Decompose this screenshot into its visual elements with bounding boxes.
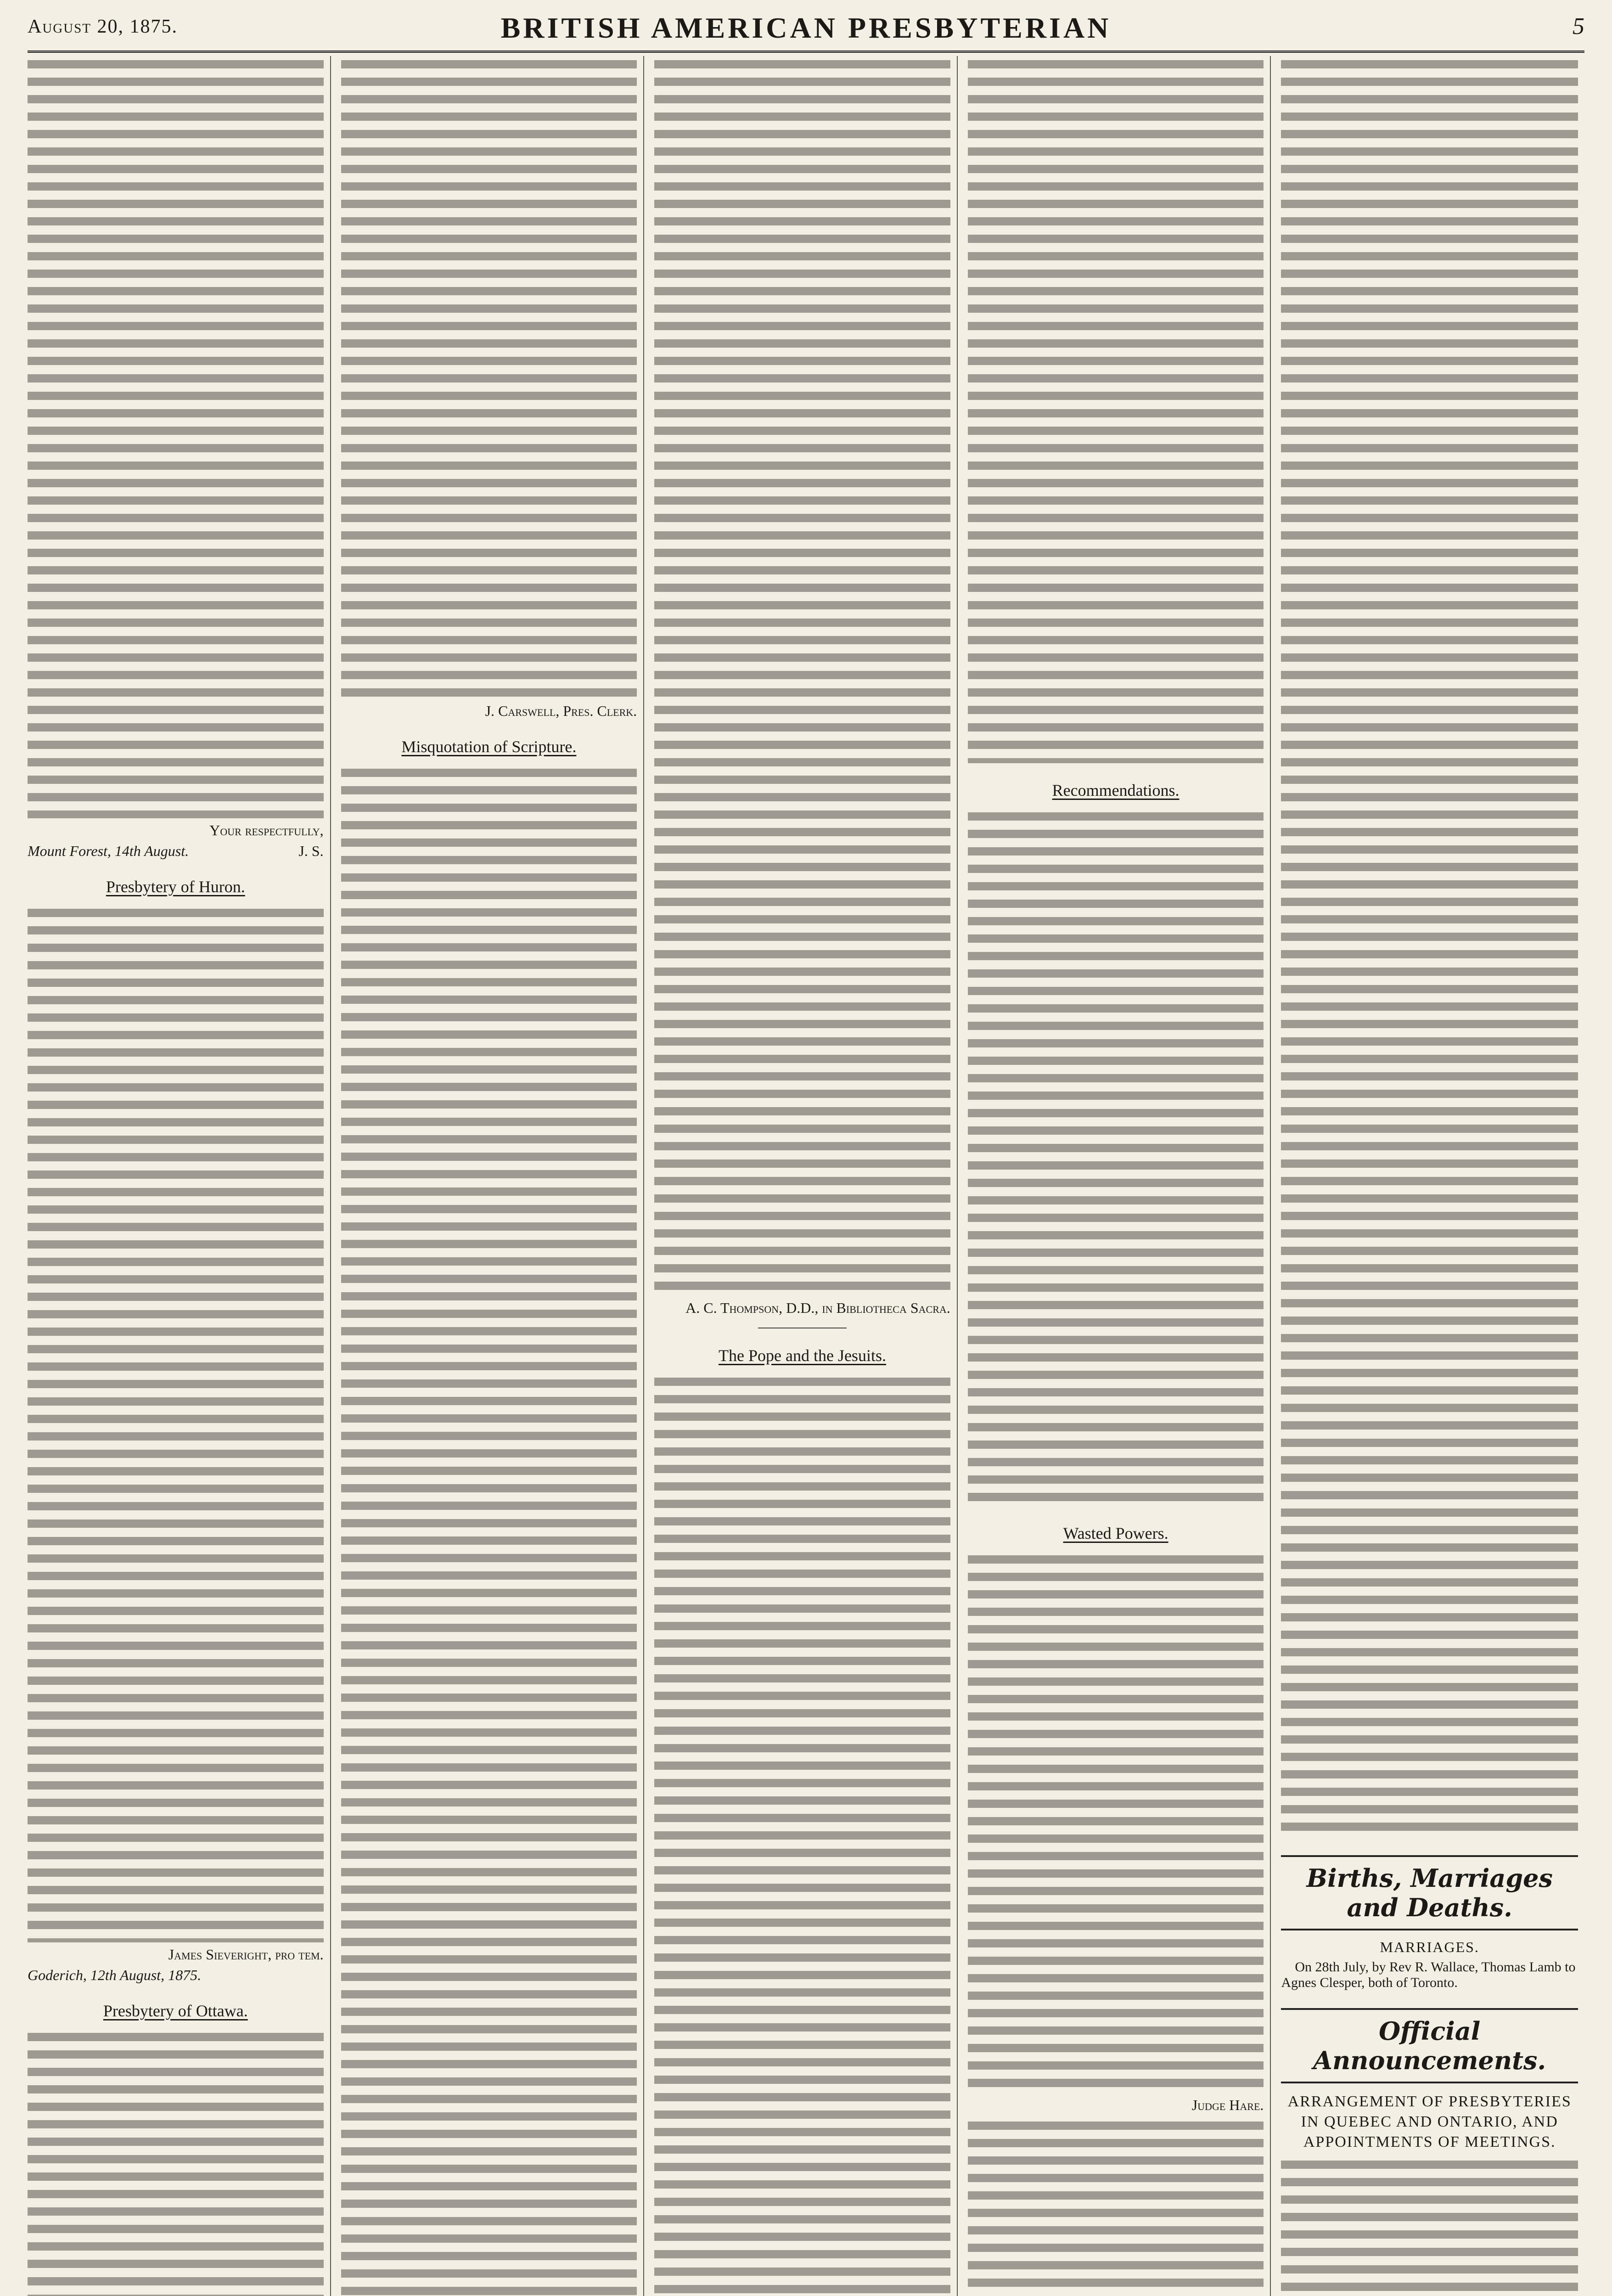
ottawa-article-text — [28, 2029, 324, 2296]
article-continued-text — [28, 56, 324, 818]
initials: J. S. — [298, 843, 324, 859]
hare-signature: Judge Hare. — [1191, 2097, 1264, 2113]
section-heading-misquotation: Misquotation of Scripture. — [401, 737, 577, 756]
pope-jesuits-article-text — [654, 1373, 950, 2296]
marriages-subheading: MARRIAGES. — [1380, 1939, 1479, 1955]
column-3 — [654, 56, 958, 2296]
section-heading-pope-jesuits: The Pope and the Jesuits. — [719, 1346, 886, 1365]
recommendations-article-text — [968, 808, 1264, 1506]
section-heading-wasted-powers: Wasted Powers. — [1063, 1524, 1168, 1542]
section-heading-births-marriages-deaths: Births, Marriages and Deaths. — [1281, 1855, 1578, 1930]
section-heading-recommendations: Recommendations. — [1052, 781, 1180, 799]
page-number: 5 — [1573, 13, 1584, 39]
marriage-entry: On 28th July, by Rev R. Wallace, Thomas Lamb to Agnes Clesper, both of Toronto. — [1281, 1959, 1576, 1990]
column-5 — [1281, 56, 1584, 2296]
misquotation-article-text — [341, 765, 637, 2296]
article-continued-text — [341, 56, 637, 699]
news-items-text — [968, 2117, 1264, 2296]
columns — [28, 56, 1584, 2296]
column-1 — [28, 56, 331, 2296]
section-heading-ottawa: Presbytery of Ottawa. — [103, 2002, 248, 2020]
dateline-text: Mount Forest, 14th August. — [28, 843, 189, 859]
issue-date: August 20, 1875. — [28, 16, 178, 37]
huron-dateline: Goderich, 12th August, 1875. — [28, 1967, 202, 1983]
dateline — [28, 843, 324, 860]
section-heading-huron: Presbytery of Huron. — [106, 878, 245, 896]
scripture-list-text — [654, 56, 950, 1296]
huron-signature: James Sieveright, pro tem. — [168, 1946, 324, 1963]
clerk-signature: J. Carswell, Pres. Clerk. — [485, 703, 637, 719]
masthead — [28, 9, 1584, 53]
presbytery-arrangement-heading: ARRANGEMENT OF PRESBYTERIES IN QUEBEC AND ONTARIO, AND APPOINTMENTS OF MEETINGS. — [1287, 2093, 1572, 2151]
huron-article-text — [28, 905, 324, 1942]
jesuit-article-continued-text — [968, 56, 1264, 763]
column-4 — [968, 56, 1271, 2296]
thompson-signature: A. C. Thompson, D.D., in Bibliotheca Sacra. — [685, 1300, 950, 1316]
wasted-powers-article-text — [968, 1551, 1264, 2093]
news-briefs-text — [1281, 56, 1578, 1838]
newspaper-title: BRITISH AMERICAN PRESBYTERIAN — [500, 11, 1112, 44]
column-2 — [341, 56, 645, 2296]
section-heading-official-announcements: Official Announcements. — [1281, 2008, 1578, 2083]
closing-line: Your respectfully, — [209, 822, 324, 838]
presbytery-meetings-text — [1281, 2156, 1578, 2296]
